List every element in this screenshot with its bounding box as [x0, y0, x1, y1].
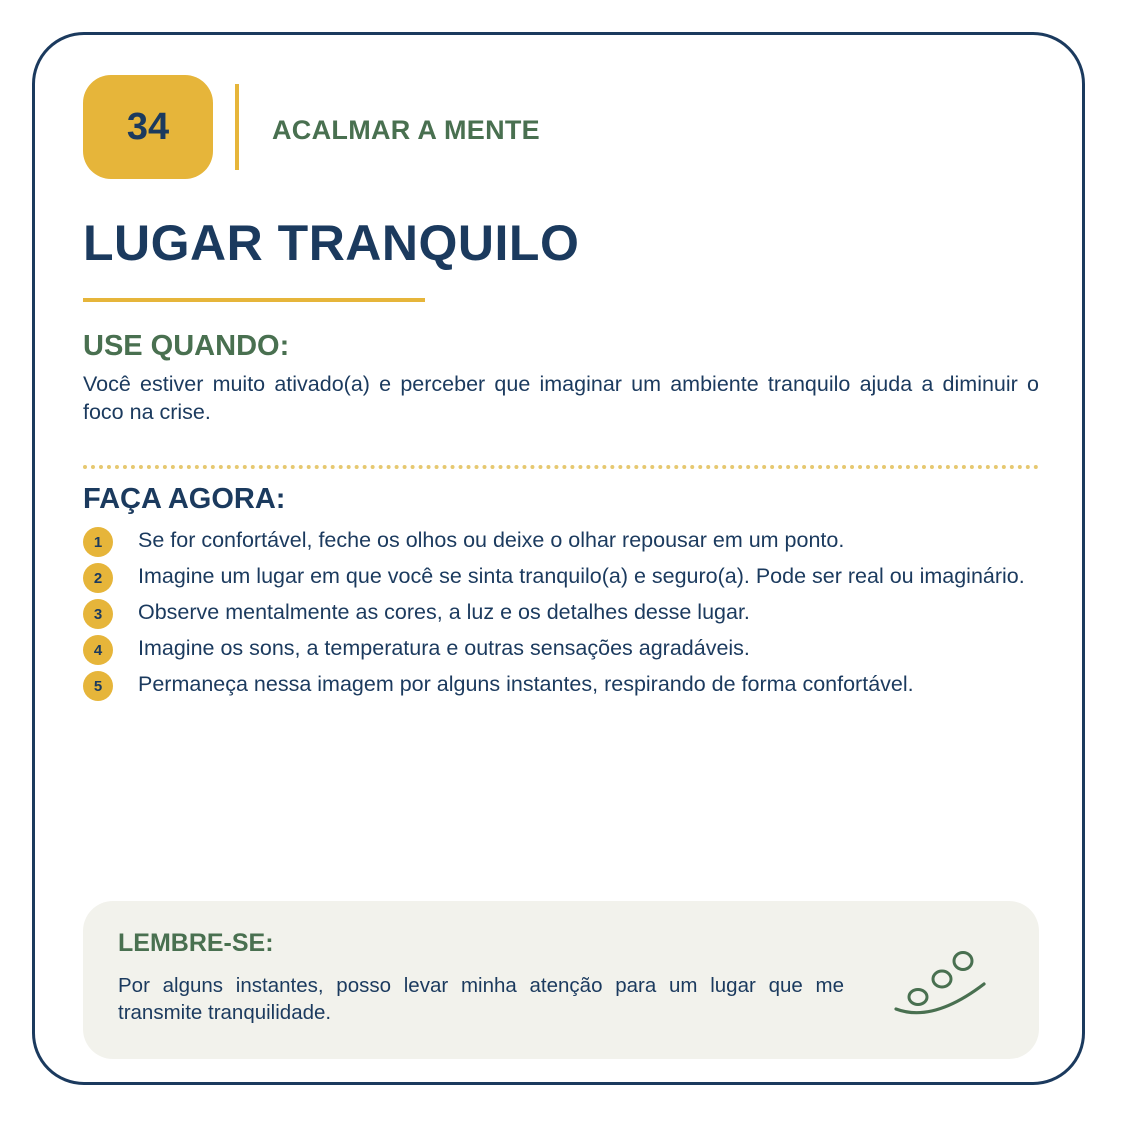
step-text: Permaneça nessa imagem por alguns instantes, respirando de forma confortável. — [138, 672, 914, 696]
step-number-badge: 2 — [83, 563, 113, 593]
remember-text: Por alguns instantes, posso levar minha atenção para um lugar que me transmite tranquilidade. — [118, 974, 844, 1024]
use-when-text: Você estiver muito ativado(a) e perceber que imaginar um ambiente tranquilo ajuda a diminuir o foco na crise. — [83, 372, 1039, 424]
card-number: 34 — [126, 105, 170, 148]
steps-list — [83, 526, 1039, 706]
category-label: ACALMAR A MENTE — [272, 115, 540, 145]
step-text: Imagine os sons, a temperatura e outras sensações agradáveis. — [138, 636, 750, 660]
header-divider — [235, 84, 239, 170]
stepping-stones-icon — [891, 947, 991, 1019]
list-item — [83, 598, 1039, 629]
step-number-badge: 5 — [83, 671, 113, 701]
page-title: LUGAR TRANQUILO — [83, 215, 580, 271]
step-text: Imagine um lugar em que você se sinta tranquilo(a) e seguro(a). Pode ser real ou imaginário. — [138, 564, 1025, 588]
title-underline — [83, 298, 425, 302]
step-text: Observe mentalmente as cores, a luz e os detalhes desse lugar. — [138, 600, 750, 624]
remember-panel — [83, 901, 1039, 1059]
list-item — [83, 670, 1039, 701]
step-number-badge: 3 — [83, 599, 113, 629]
use-when-heading: USE QUANDO: — [83, 330, 290, 362]
dotted-divider — [83, 465, 1039, 469]
step-text: Se for confortável, feche os olhos ou deixe o olhar repousar em um ponto. — [138, 528, 845, 552]
step-number-badge: 4 — [83, 635, 113, 665]
do-now-heading: FAÇA AGORA: — [83, 483, 286, 515]
card-number-badge — [83, 75, 213, 179]
list-item — [83, 526, 1039, 557]
remember-heading: LEMBRE-SE: — [118, 929, 274, 957]
list-item — [83, 562, 1039, 593]
list-item — [83, 634, 1039, 665]
step-number-badge: 1 — [83, 527, 113, 557]
